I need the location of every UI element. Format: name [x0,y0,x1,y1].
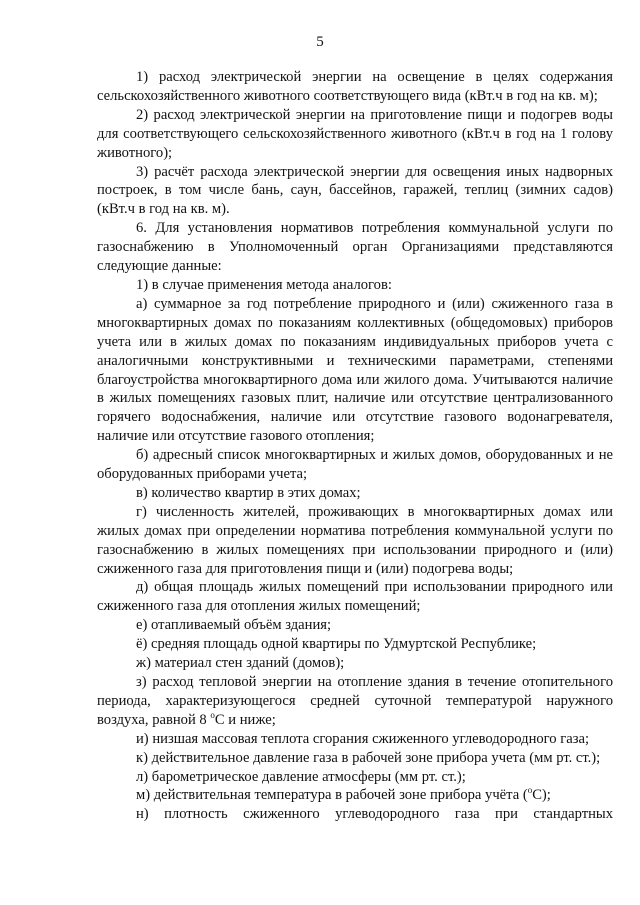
paragraph-m-text: м) действительная температура в рабочей зоне прибора учёта ( [136,787,528,804]
document-body [97,68,613,824]
paragraph-l: л) барометрическое давление атмосферы (мм рт. ст.); [136,768,466,785]
paragraph-g: г) численность жителей, проживающих в многоквартирных домах или жилых домах при определении норматива потребления коммунальной услуги по газоснабжению в жилых помещениях при использовании природного и (или) сжиженного газа для приготовления пищи и (или) подогрева воды; [97,503,613,577]
degree-sign: о [210,709,215,720]
paragraph-n: н) плотность сжиженного углеводородного газа при стандартных [136,806,613,823]
paragraph-b: б) адресный список многоквартирных и жилых домов, оборудованных и не оборудованных приборами учета; [97,447,613,483]
paragraph-analog-method: 1) в случае применения метода аналогов: [136,276,392,293]
paragraph-6-intro: 6. Для установления нормативов потребления коммунальной услуги по газоснабжению в Уполномоченный орган Организациями представляются следующие данные: [97,220,613,275]
paragraph-z [97,673,613,730]
paragraph-e: е) отапливаемый объём здания; [136,617,332,634]
paragraph-z-text: з) расход тепловой энергии на отопление здания в течение отопительного периода, характеризующегося средней суточной температурой наружного воздуха, равной 8 [97,674,613,728]
paragraph-zh: ж) материал стен зданий (домов); [136,655,345,672]
paragraph-i: и) низшая массовая теплота сгорания сжиженного углеводородного газа; [136,730,590,747]
paragraph-a: а) суммарное за год потребление природного и (или) сжиженного газа в многоквартирных домах по показаниям коллективных (общедомовых) приборов учета или в жилых домах по показаниям индивидуальных приборов учета с аналогичными конструктивными и техническими параметрами, степенями благоустройства многоквартирного дома или жилого дома. Учитываются наличие в жилых помещениях газовых плит, наличие или отсутствие централизованного горячего водоснабжения, наличие или отсутствие газового водонагревателя, наличие или отсутствие газового отопления; [97,295,613,445]
paragraph-m-tail: С); [532,787,551,804]
paragraph-z-tail: С и ниже; [214,711,276,728]
paragraph-m [97,786,613,805]
page-number: 5 [316,34,324,50]
paragraph-yo: ё) средняя площадь одной квартиры по Удмуртской Республике; [136,636,537,653]
paragraph-2: 2) расход электрической энергии на приготовление пищи и подогрев воды для соответствующего сельскохозяйственного животного (кВт.ч в год на 1 голову животного); [97,106,613,161]
paragraph-k: к) действительное давление газа в рабочей зоне прибора учета (мм рт. ст.); [136,749,601,766]
paragraph-d: д) общая площадь жилых помещений при использовании природного или сжиженного газа для отопления жилых помещений; [97,579,613,615]
paragraph-v: в) количество квартир в этих домах; [136,484,361,501]
degree-sign: о [527,785,533,796]
paragraph-1: 1) расход электрической энергии на освещение в целях содержания сельскохозяйственного животного соответствующего вида (кВт.ч в год на кв. м); [97,69,613,104]
paragraph-3: 3) расчёт расхода электрической энергии для освещения иных надворных построек, в том числе бань, саун, бассейнов, гаражей, теплиц (зимних садов) (кВт.ч в год на кв. м). [97,163,613,218]
